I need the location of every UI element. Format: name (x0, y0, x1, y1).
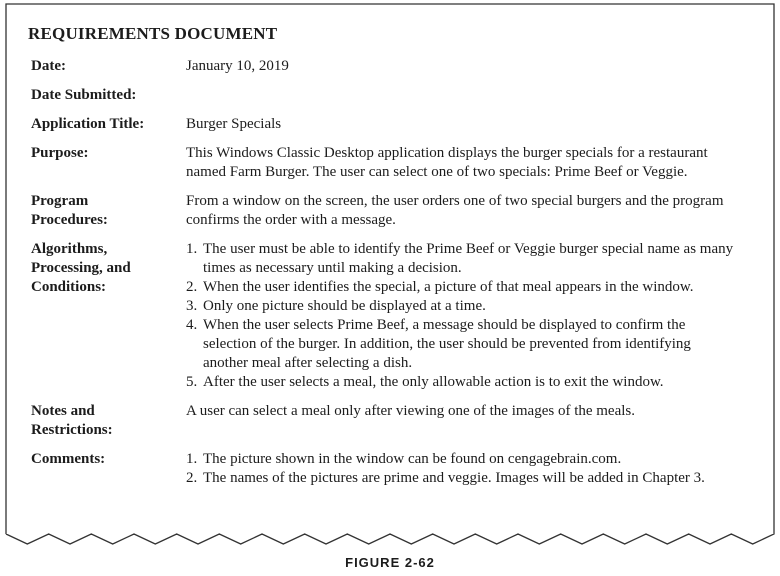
date-submitted-value (186, 86, 758, 105)
list-item: 1. The user must be able to identify the Prime Beef or Veggie burger special name as many times as necessary until making a decision. (186, 241, 734, 276)
purpose-value: This Windows Classic Desktop application displays the burger specials for a restaurant named Farm Burger. The user can select one of two specials: Prime Beef or Veggie. (186, 145, 708, 180)
program-procedures-value: From a window on the screen, the user orders one of two special burgers and the program confirms the order with a message. (186, 193, 724, 228)
application-title-value: Burger Specials (186, 116, 282, 132)
list-item: 3. Only one picture should be displayed at a time. (186, 298, 486, 314)
list-item: 2. The names of the pictures are prime and veggie. Images will be added in Chapter 3. (186, 470, 705, 486)
requirements-document (28, 24, 758, 498)
notes-label: Notes and Restrictions: (31, 403, 113, 438)
purpose-label: Purpose: (31, 145, 89, 161)
figure-caption: FIGURE 2-62 (345, 555, 435, 570)
row-purpose (28, 144, 758, 182)
date-submitted-label: Date Submitted: (31, 87, 137, 103)
notes-value: A user can select a meal only after viewing one of the images of the meals. (186, 403, 636, 419)
list-item: 5. After the user selects a meal, the only allowable action is to exit the window. (186, 374, 664, 390)
row-program-procedures (28, 192, 758, 230)
list-item: 4. When the user selects Prime Beef, a message should be displayed to confirm the selection of the burger. In addition, the user should be prevented from identifying another meal after selecting a dish. (186, 317, 691, 371)
application-title-label: Application Title: (31, 116, 145, 132)
date-label: Date: (31, 58, 66, 74)
row-date-submitted (28, 86, 758, 105)
program-procedures-label: Program Procedures: (31, 193, 108, 228)
list-item: 1. The picture shown in the window can be found on cengagebrain.com. (186, 451, 622, 467)
algorithms-label: Algorithms, Processing, and Conditions: (31, 241, 131, 295)
date-value: January 10, 2019 (186, 58, 289, 74)
row-application-title (28, 115, 758, 134)
row-date (28, 57, 758, 76)
row-comments (28, 450, 758, 488)
algorithms-list (186, 240, 758, 392)
document-heading: REQUIREMENTS DOCUMENT (28, 24, 278, 43)
comments-list (186, 450, 758, 488)
row-algorithms (28, 240, 758, 392)
comments-label: Comments: (31, 451, 106, 467)
row-notes (28, 402, 758, 440)
list-item: 2. When the user identifies the special, a picture of that meal appears in the window. (186, 279, 694, 295)
